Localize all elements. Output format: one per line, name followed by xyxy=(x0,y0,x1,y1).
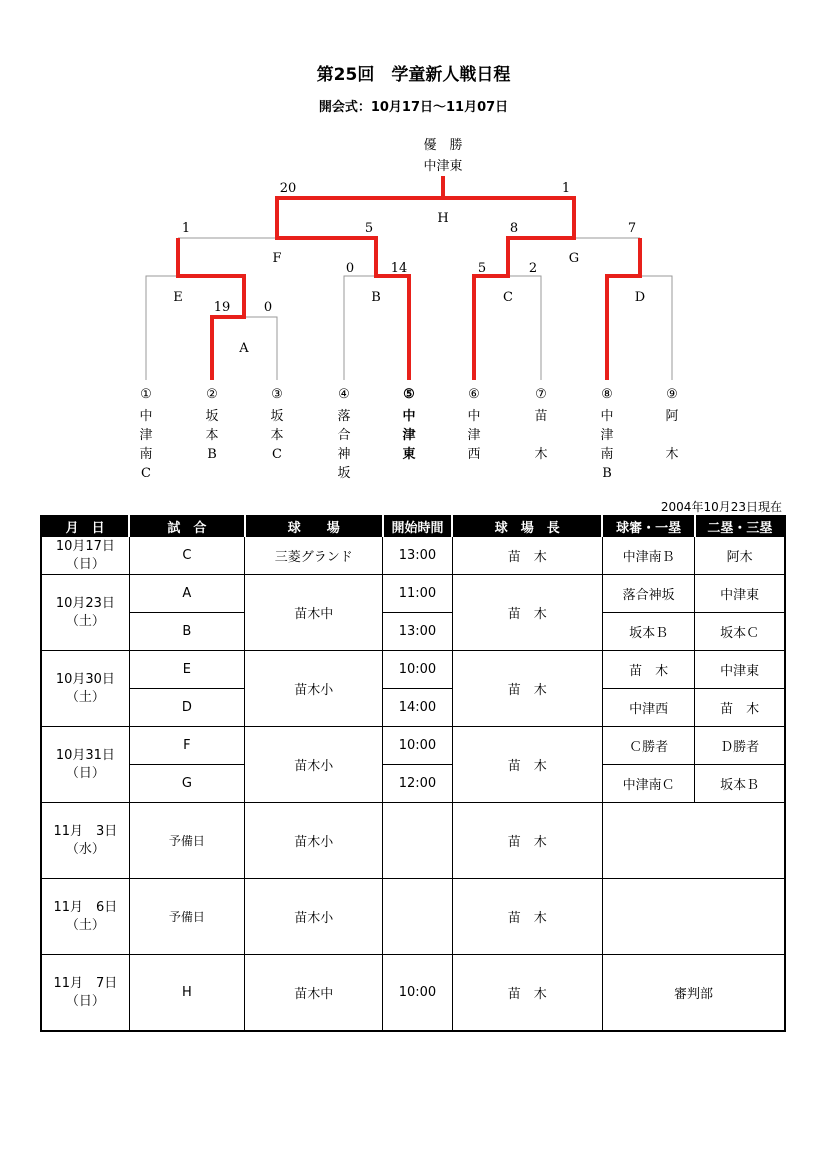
team-name-char: 本 xyxy=(205,428,219,443)
time-cell: 13:00 xyxy=(383,537,452,575)
as-of-date: 2004年10月23日現在 xyxy=(660,500,782,514)
tournament-bracket xyxy=(0,0,827,495)
winner-label: 優 勝 xyxy=(423,138,463,153)
date-cell: 11月 7日 （日） xyxy=(41,955,129,1032)
time-cell: 13:00 xyxy=(383,613,452,651)
team-name-char: 木 xyxy=(534,447,548,462)
team-number: ③ xyxy=(271,387,283,402)
score-b-winner: 5 xyxy=(364,221,374,236)
match-label-f: F xyxy=(272,251,282,266)
manager-cell: 苗 木 xyxy=(452,651,602,727)
team-name-char: 東 xyxy=(402,447,416,462)
umpire2-cell: 中津東 xyxy=(695,651,785,689)
umpire-cell xyxy=(602,803,785,879)
date-cell: 10月31日 （日） xyxy=(41,727,129,803)
score-c-right: 2 xyxy=(528,261,538,276)
score-c-left: 5 xyxy=(477,261,487,276)
match-cell: C xyxy=(129,537,244,575)
time-cell: 14:00 xyxy=(383,689,452,727)
header-date: 月 日 xyxy=(41,516,129,537)
team-name-char: B xyxy=(602,466,612,481)
match-label-a: A xyxy=(239,341,249,356)
team-name-char: 坂 xyxy=(337,466,351,481)
score-a-left: 19 xyxy=(213,300,231,315)
team-name-char: 阿 xyxy=(665,409,679,424)
stadium-cell: 苗木小 xyxy=(245,803,383,879)
team-name-char: 中 xyxy=(600,409,614,424)
team-name-char: 南 xyxy=(139,447,153,462)
table-row xyxy=(41,879,785,955)
team-name-char: 落 xyxy=(337,409,351,424)
opening-ceremony-dates: 開会式：10月17日～11月07日 xyxy=(318,100,509,115)
match-label-g: G xyxy=(568,251,580,266)
match-cell: H xyxy=(129,955,244,1032)
match-label-d: D xyxy=(634,290,646,305)
umpire2-cell: 中津東 xyxy=(695,575,785,613)
team-name-char: 坂 xyxy=(205,409,219,424)
manager-cell: 苗 木 xyxy=(452,537,602,575)
score-d-winner: 7 xyxy=(627,221,637,236)
score-a-right: 0 xyxy=(263,300,273,315)
team-name-char: 中 xyxy=(402,409,416,424)
score-f-winner: 20 xyxy=(279,181,297,196)
umpire1-cell: 苗 木 xyxy=(602,651,694,689)
manager-cell: 苗 木 xyxy=(452,727,602,803)
team-name-char: C xyxy=(141,466,151,481)
umpire1-cell: 中津西 xyxy=(602,689,694,727)
umpire1-cell: 中津南Ｃ xyxy=(602,765,694,803)
match-cell: G xyxy=(129,765,244,803)
team-name-char: B xyxy=(207,447,217,462)
date-cell: 10月17日 （日） xyxy=(41,537,129,575)
time-cell xyxy=(383,803,452,879)
match-label-e: E xyxy=(173,290,183,305)
team-name-char: 西 xyxy=(467,447,481,462)
time-cell: 11:00 xyxy=(383,575,452,613)
match-cell: F xyxy=(129,727,244,765)
manager-cell: 苗 木 xyxy=(452,955,602,1032)
stadium-cell: 苗木小 xyxy=(245,879,383,955)
team-name-char: 本 xyxy=(270,428,284,443)
time-cell: 10:00 xyxy=(383,955,452,1032)
team-name-char: 津 xyxy=(139,428,153,443)
time-cell: 12:00 xyxy=(383,765,452,803)
table-row xyxy=(41,765,785,803)
umpire2-cell: Ｄ勝者 xyxy=(695,727,785,765)
umpire2-cell: 阿木 xyxy=(695,537,785,575)
team-name-char: 津 xyxy=(402,428,416,443)
date-cell: 10月23日 （土） xyxy=(41,575,129,651)
date-cell: 11月 6日 （土） xyxy=(41,879,129,955)
time-cell: 10:00 xyxy=(383,727,452,765)
page-title: 第25回 学童新人戦日程 xyxy=(316,65,511,85)
team-name-char: 中 xyxy=(467,409,481,424)
score-b-right: 14 xyxy=(390,261,408,276)
team-name-char: 南 xyxy=(600,447,614,462)
team-name-char: 苗 xyxy=(534,409,548,424)
team-number: ⑦ xyxy=(535,387,547,402)
time-cell: 10:00 xyxy=(383,651,452,689)
match-cell: 予備日 xyxy=(129,879,244,955)
team-number: ⑤ xyxy=(403,387,415,402)
table-header-row xyxy=(41,516,785,537)
header-match: 試 合 xyxy=(129,516,244,537)
team-name-char: 坂 xyxy=(270,409,284,424)
table-row xyxy=(41,727,785,765)
table-row xyxy=(41,689,785,727)
team-name-char: 木 xyxy=(665,447,679,462)
team-number: ① xyxy=(140,387,152,402)
winner-team: 中津東 xyxy=(423,159,463,174)
table-row xyxy=(41,955,785,1032)
match-label-b: B xyxy=(371,290,381,305)
umpire2-cell: 坂本Ｃ xyxy=(695,613,785,651)
header-field-manager: 球 場 長 xyxy=(452,516,602,537)
table-row xyxy=(41,537,785,575)
match-cell: 予備日 xyxy=(129,803,244,879)
manager-cell: 苗 木 xyxy=(452,879,602,955)
team-name-char: C xyxy=(272,447,282,462)
table-row xyxy=(41,803,785,879)
team-number: ⑧ xyxy=(601,387,613,402)
time-cell xyxy=(383,879,452,955)
stadium-cell: 三菱グランド xyxy=(245,537,383,575)
score-b-left: 0 xyxy=(345,261,355,276)
stadium-cell: 苗木小 xyxy=(245,651,383,727)
team-number: ⑨ xyxy=(666,387,678,402)
team-number: ④ xyxy=(338,387,350,402)
match-cell: B xyxy=(129,613,244,651)
team-list xyxy=(139,387,678,481)
umpire2-cell: 苗 木 xyxy=(695,689,785,727)
header-start-time: 開始時間 xyxy=(383,516,452,537)
match-cell: E xyxy=(129,651,244,689)
stadium-cell: 苗木中 xyxy=(245,575,383,651)
schedule-table xyxy=(40,515,786,1032)
manager-cell: 苗 木 xyxy=(452,803,602,879)
table-row xyxy=(41,613,785,651)
umpire2-cell: 坂本Ｂ xyxy=(695,765,785,803)
match-label-c: C xyxy=(503,290,513,305)
team-name-char: 合 xyxy=(337,428,351,443)
team-name-char: 津 xyxy=(600,428,614,443)
team-name-char: 津 xyxy=(467,428,481,443)
umpire1-cell: 落合神坂 xyxy=(602,575,694,613)
team-name-char: 神 xyxy=(337,447,351,462)
stadium-cell: 苗木小 xyxy=(245,727,383,803)
date-cell: 11月 3日 （水） xyxy=(41,803,129,879)
team-number: ⑥ xyxy=(468,387,480,402)
umpire1-cell: 中津南Ｂ xyxy=(602,537,694,575)
table-row xyxy=(41,575,785,613)
score-e-winner: 1 xyxy=(181,221,191,236)
score-g-winner: 1 xyxy=(561,181,571,196)
header-umpire-1: 球審・一塁 xyxy=(602,516,694,537)
match-label-h: H xyxy=(437,211,449,226)
manager-cell: 苗 木 xyxy=(452,575,602,651)
score-c-winner: 8 xyxy=(509,221,519,236)
umpire1-cell: Ｃ勝者 xyxy=(602,727,694,765)
table-row xyxy=(41,651,785,689)
date-cell: 10月30日 （土） xyxy=(41,651,129,727)
match-cell: D xyxy=(129,689,244,727)
stadium-cell: 苗木中 xyxy=(245,955,383,1032)
umpire-cell xyxy=(602,879,785,955)
match-cell: A xyxy=(129,575,244,613)
header-stadium: 球 場 xyxy=(245,516,383,537)
umpire-cell: 審判部 xyxy=(602,955,785,1032)
header-umpire-2: 二塁・三塁 xyxy=(695,516,785,537)
umpire1-cell: 坂本Ｂ xyxy=(602,613,694,651)
team-name-char: 中 xyxy=(139,409,153,424)
team-number: ② xyxy=(206,387,218,402)
